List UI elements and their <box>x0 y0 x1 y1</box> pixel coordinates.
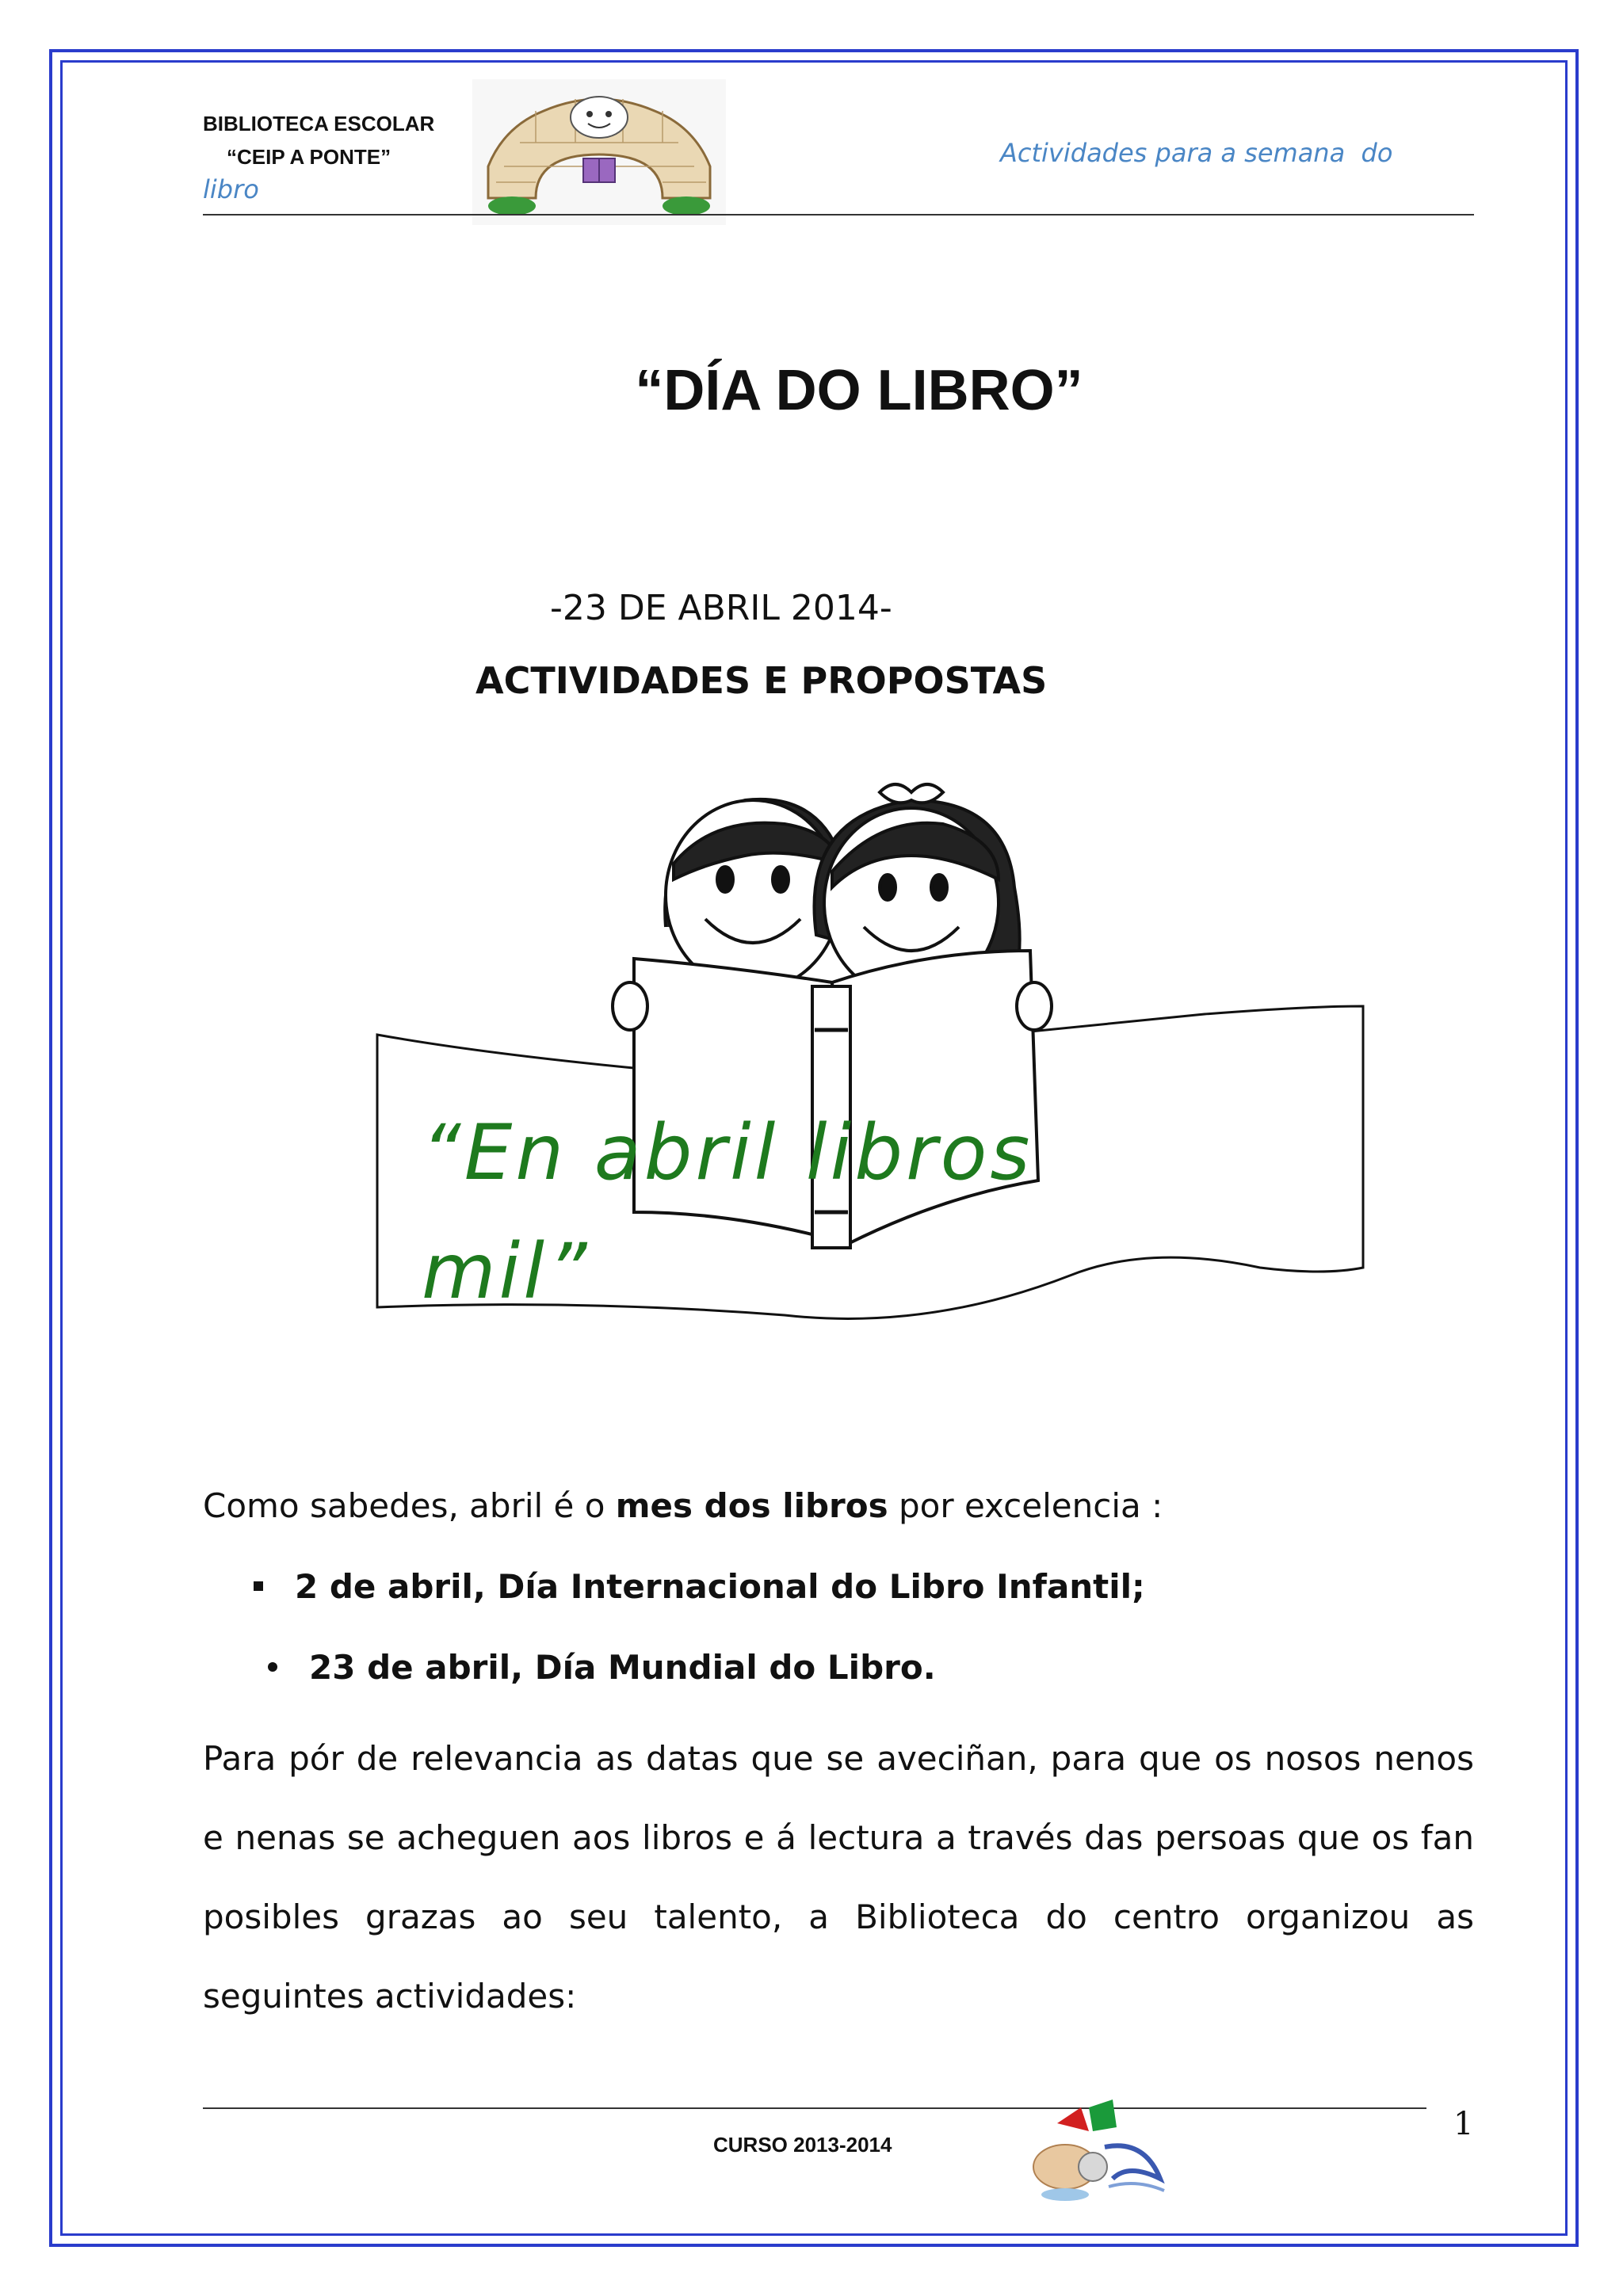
school-line-2: “CEIP A PONTE” <box>227 145 391 169</box>
slogan <box>422 1093 1293 1331</box>
project-logo <box>1010 2092 1176 2210</box>
list-item-text: 23 de abril, Día Mundial do Libro. <box>309 1648 936 1687</box>
school-line-1: BIBLIOTECA ESCOLAR <box>203 112 435 135</box>
square-bullet-icon <box>254 1581 263 1591</box>
school-name <box>203 107 434 174</box>
footer-rule <box>203 2107 1426 2109</box>
header-rule <box>203 214 1474 215</box>
event-date: -23 DE ABRIL 2014- <box>550 588 892 628</box>
body-paragraph: Para pór de relevancia as datas que se aveciñan, para que os nosos nenos e nenas se acheguen aos libros e á lectura a través das persoas que os fan posibles grazas ao seu talento, a Biblioteca do centro organizou as seguintes actividades: <box>203 1739 1474 2016</box>
bridge-reading-logo <box>472 79 726 225</box>
header-right-text: Actividades para a semana do <box>1000 138 1393 168</box>
list-item <box>254 1567 1145 1606</box>
header-right-continuation: libro <box>203 174 259 204</box>
intro-sentence <box>203 1486 1474 1525</box>
page-title: “DÍA DO LIBRO” <box>635 359 1083 422</box>
slogan-line-1: “En abril libros <box>422 1108 1033 1197</box>
list-item-text: 2 de abril, Día Internacional do Libro Infantil; <box>295 1567 1145 1606</box>
slogan-line-2: mil” <box>422 1227 590 1316</box>
section-subtitle: ACTIVIDADES E PROPOSTAS <box>475 659 1048 702</box>
intro-start: Como sabedes, abril é o <box>203 1486 616 1525</box>
list-item <box>268 1648 936 1687</box>
course-year: CURSO 2013-2014 <box>713 2133 892 2157</box>
intro-end: por excelencia : <box>888 1486 1163 1525</box>
page-number: 1 <box>1453 2106 1474 2142</box>
round-bullet-icon <box>268 1662 277 1672</box>
intro-bold: mes dos libros <box>615 1486 888 1525</box>
